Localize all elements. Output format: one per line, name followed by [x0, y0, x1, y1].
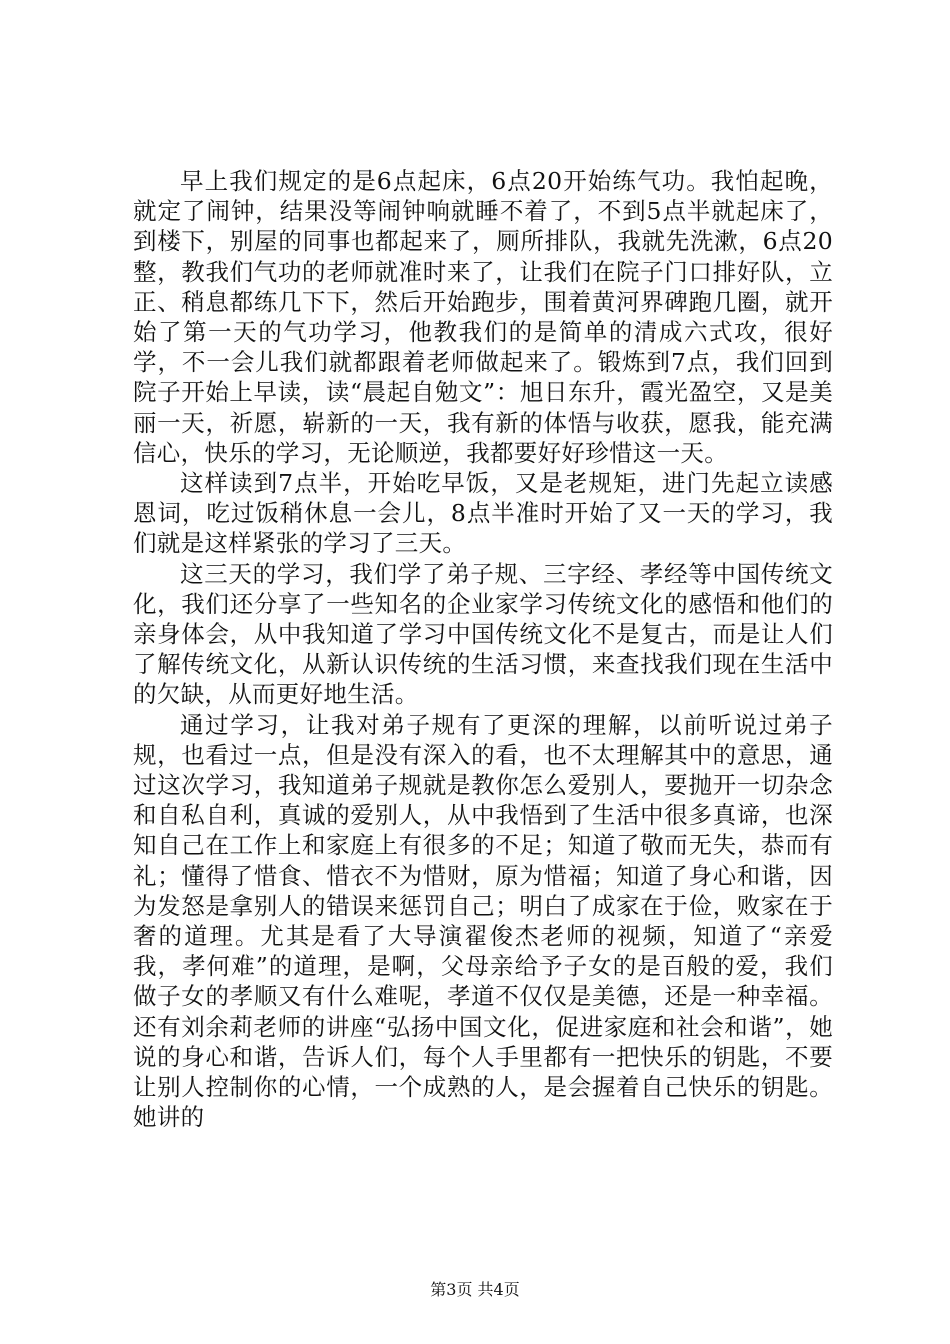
paragraph-three-days-study: 这三天的学习，我们学了弟子规、三字经、孝经等中国传统文化，我们还分享了一些知名的企业家学习传统文化的感悟和他们的亲身体会，从中我知道了学习中国传统文化不是复古，而是让人们了解传统文化，从新认识传统的生活习惯，来查找我们现在生活中的欠缺，从而更好地生活。: [133, 559, 833, 709]
paragraph-breakfast: 这样读到7点半，开始吃早饭，又是老规矩，进门先起立读感恩词，吃过饭稍休息一会儿，8点半准时开始了又一天的学习，我们就是这样紧张的学习了三天。: [133, 469, 833, 558]
paragraph-dizigui-reflection: 通过学习，让我对弟子规有了更深的理解，以前听说过弟子规，也看过一点，但是没有深入的看，也不太理解其中的意思，通过这次学习，我知道弟子规就是教你怎么爱别人，要抛开一切杂念和自私自利，真诚的爱别人，从中我悟到了生活中很多真谛，也深知自己在工作上和家庭上有很多的不足；知道了敬而无失，恭而有礼；懂得了惜食、惜衣不为惜财，原为惜福；知道了身心和谐，因为发怒是拿别人的错误来惩罚自己；明白了成家在于俭，败家在于奢的道理。尤其是看了大导演翟俊杰老师的视频，知道了“亲爱我，孝何难”的道理，是啊，父母亲给予子女的是百般的爱，我们做子女的孝顺又有什么难呢，孝道不仅仅是美德，还是一种幸福。还有刘余莉老师的讲座“弘扬中国文化，促进家庭和社会和谐”，她说的身心和谐，告诉人们，每个人手里都有一把快乐的钥匙，不要让别人控制你的心情，一个成熟的人，是会握着自己快乐的钥匙。她讲的: [133, 710, 833, 1132]
document-body: [133, 166, 833, 1133]
paragraph-morning-routine: 早上我们规定的是6点起床，6点20开始练气功。我怕起晚，就定了闹钟，结果没等闹钟响就睡不着了，不到5点半就起床了，到楼下，别屋的同事也都起来了，厕所排队，我就先洗漱，6点20整，教我们气功的老师就准时来了，让我们在院子门口排好队，立正、稍息都练几下下，然后开始跑步，围着黄河界碑跑几圈，就开始了第一天的气功学习，他教我们的是简单的清成六式攻，很好学，不一会儿我们就都跟着老师做起来了。锻炼到7点，我们回到院子开始上早读，读“晨起自勉文”：旭日东升，霞光盈空，又是美丽一天，祈愿，崭新的一天，我有新的体悟与收获，愿我，能充满信心，快乐的学习，无论顺逆，我都要好好珍惜这一天。: [133, 167, 833, 467]
page-number-footer: 第3页 共4页: [430, 1280, 520, 1299]
